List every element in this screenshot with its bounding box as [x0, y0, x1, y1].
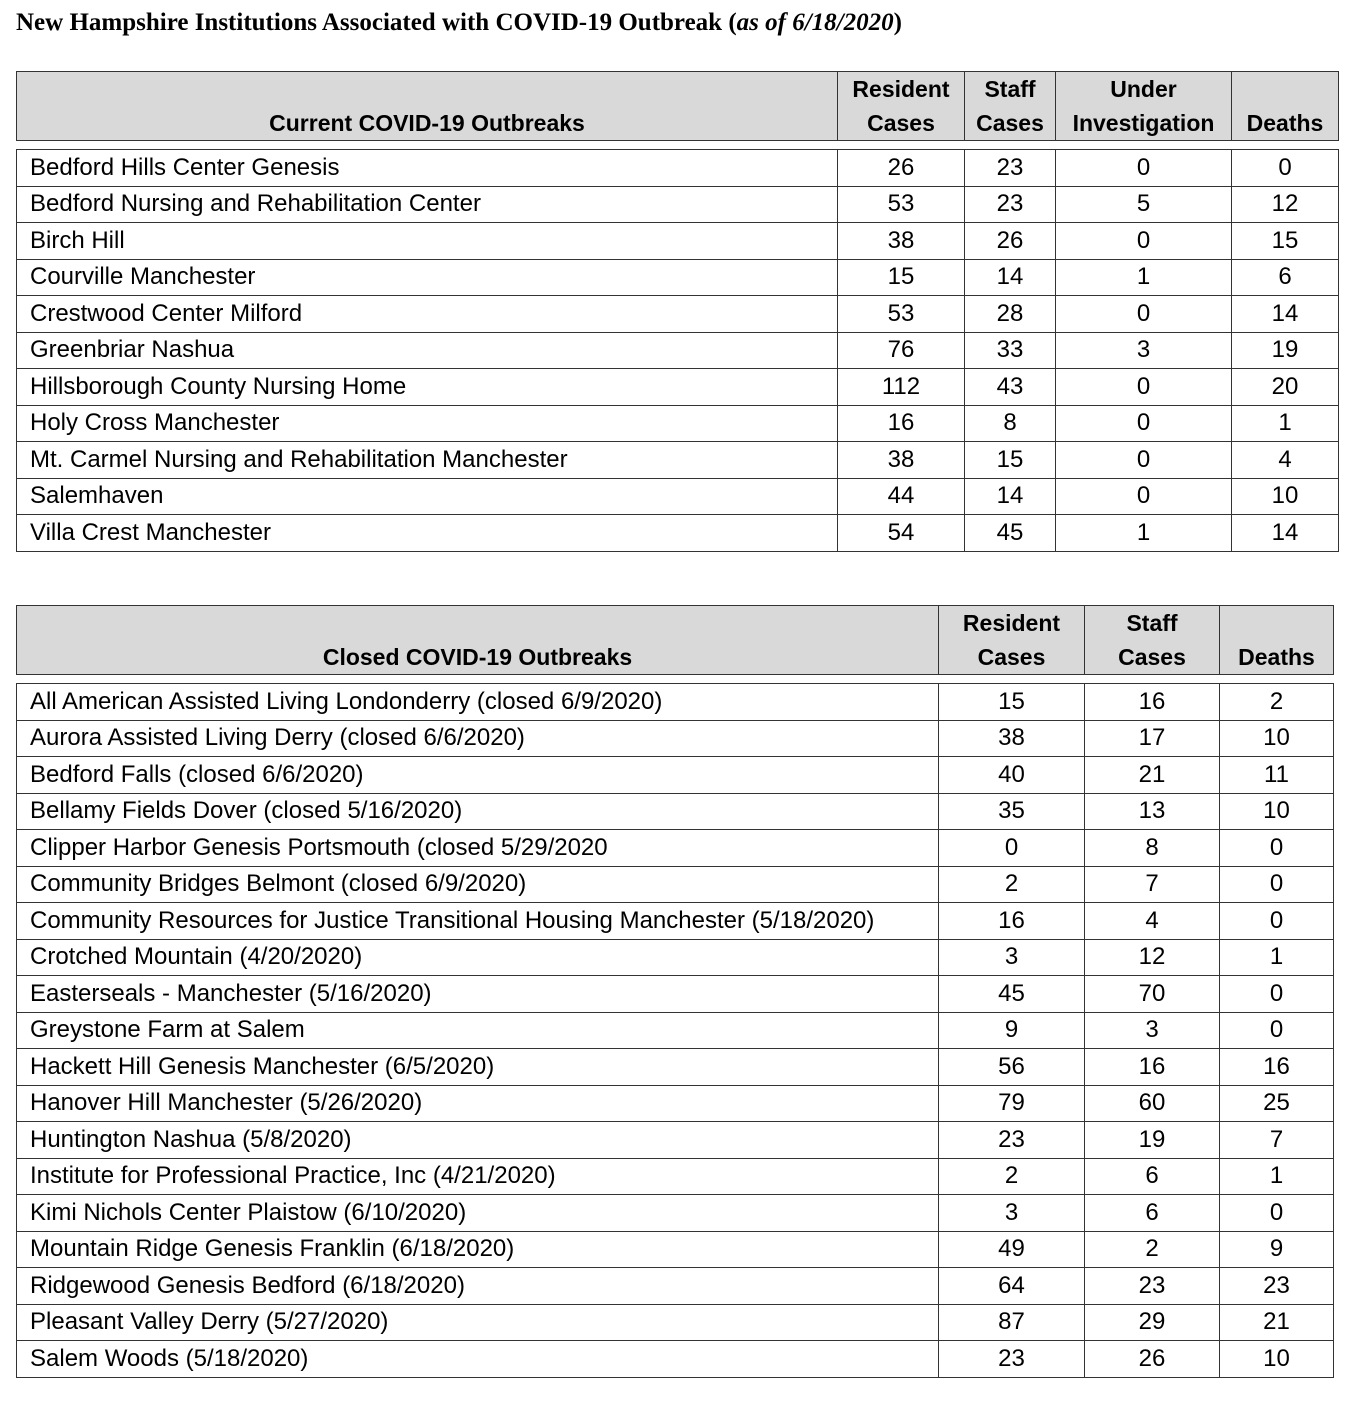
cell-staff: 23 [965, 150, 1056, 187]
table-row [17, 830, 1334, 867]
cell-name: Community Bridges Belmont (closed 6/9/2020) [17, 866, 939, 903]
cell-staff: 4 [1085, 903, 1220, 940]
cell-staff: 29 [1085, 1304, 1220, 1341]
cell-name: Courville Manchester [17, 259, 838, 296]
table-row [17, 793, 1334, 830]
table-row [17, 1122, 1334, 1159]
cell-resident: 44 [838, 478, 965, 515]
cell-deaths: 16 [1220, 1049, 1334, 1086]
cell-name: Birch Hill [17, 223, 838, 260]
cell-deaths: 10 [1220, 1341, 1334, 1378]
table-row [17, 369, 1339, 406]
cell-resident: 53 [838, 296, 965, 333]
closed-header-row [17, 606, 1334, 675]
cell-name: Kimi Nichols Center Plaistow (6/10/2020) [17, 1195, 939, 1232]
table-row [17, 442, 1339, 479]
table-row [17, 1268, 1334, 1305]
page-title-main: New Hampshire Institutions Associated with COVID-19 Outbreak ( [16, 9, 737, 36]
table-row [17, 757, 1334, 794]
cell-deaths: 4 [1232, 442, 1339, 479]
cell-name: Salem Woods (5/18/2020) [17, 1341, 939, 1378]
cell-staff: 14 [965, 259, 1056, 296]
table-row [17, 939, 1334, 976]
cell-under: 0 [1056, 223, 1232, 260]
cell-deaths: 15 [1232, 223, 1339, 260]
cell-name: Hillsborough County Nursing Home [17, 369, 838, 406]
cell-name: Aurora Assisted Living Derry (closed 6/6/2020) [17, 720, 939, 757]
page-title-date: as of 6/18/2020 [736, 9, 894, 36]
table-row [17, 1012, 1334, 1049]
closed-header-name: Closed COVID-19 Outbreaks [17, 606, 939, 675]
table-row [17, 332, 1339, 369]
cell-resident: 15 [939, 684, 1085, 721]
cell-resident: 49 [939, 1231, 1085, 1268]
cell-name: Bedford Nursing and Rehabilitation Center [17, 186, 838, 223]
cell-name: Ridgewood Genesis Bedford (6/18/2020) [17, 1268, 939, 1305]
cell-resident: 15 [838, 259, 965, 296]
cell-staff: 14 [965, 478, 1056, 515]
cell-staff: 26 [965, 223, 1056, 260]
table-row [17, 223, 1339, 260]
cell-deaths: 6 [1232, 259, 1339, 296]
cell-resident: 23 [939, 1341, 1085, 1378]
cell-resident: 64 [939, 1268, 1085, 1305]
cell-under: 3 [1056, 332, 1232, 369]
cell-resident: 2 [939, 866, 1085, 903]
closed-outbreaks-table [16, 605, 1334, 1378]
current-header-resident-cases: Resident Cases [838, 72, 965, 141]
cell-staff: 23 [965, 186, 1056, 223]
cell-name: Crestwood Center Milford [17, 296, 838, 333]
cell-staff: 70 [1085, 976, 1220, 1013]
table-row [17, 1158, 1334, 1195]
cell-resident: 76 [838, 332, 965, 369]
cell-staff: 43 [965, 369, 1056, 406]
page-title [16, 9, 902, 37]
cell-staff: 23 [1085, 1268, 1220, 1305]
closed-header-staff-cases: Staff Cases [1085, 606, 1220, 675]
cell-under: 0 [1056, 150, 1232, 187]
cell-resident: 38 [939, 720, 1085, 757]
cell-resident: 38 [838, 223, 965, 260]
cell-resident: 0 [939, 830, 1085, 867]
table-row [17, 1341, 1334, 1378]
cell-staff: 3 [1085, 1012, 1220, 1049]
cell-deaths: 19 [1232, 332, 1339, 369]
cell-deaths: 0 [1220, 1012, 1334, 1049]
cell-name: Hanover Hill Manchester (5/26/2020) [17, 1085, 939, 1122]
current-header-deaths: Deaths [1232, 72, 1339, 141]
cell-name: Greenbriar Nashua [17, 332, 838, 369]
cell-resident: 53 [838, 186, 965, 223]
cell-staff: 15 [965, 442, 1056, 479]
cell-staff: 33 [965, 332, 1056, 369]
cell-under: 0 [1056, 442, 1232, 479]
table-row [17, 186, 1339, 223]
cell-deaths: 14 [1232, 515, 1339, 552]
closed-table-body [17, 684, 1334, 1378]
table-row [17, 478, 1339, 515]
cell-staff: 45 [965, 515, 1056, 552]
cell-under: 1 [1056, 515, 1232, 552]
cell-deaths: 0 [1220, 830, 1334, 867]
cell-deaths: 21 [1220, 1304, 1334, 1341]
cell-staff: 21 [1085, 757, 1220, 794]
cell-resident: 56 [939, 1049, 1085, 1086]
cell-name: All American Assisted Living Londonderry (closed 6/9/2020) [17, 684, 939, 721]
cell-name: Clipper Harbor Genesis Portsmouth (closed 5/29/2020 [17, 830, 939, 867]
current-outbreaks-table [16, 71, 1339, 552]
table-row [17, 1231, 1334, 1268]
cell-deaths: 10 [1220, 793, 1334, 830]
cell-staff: 12 [1085, 939, 1220, 976]
cell-staff: 60 [1085, 1085, 1220, 1122]
cell-deaths: 14 [1232, 296, 1339, 333]
cell-resident: 35 [939, 793, 1085, 830]
cell-staff: 19 [1085, 1122, 1220, 1159]
cell-under: 0 [1056, 369, 1232, 406]
cell-name: Bedford Hills Center Genesis [17, 150, 838, 187]
cell-resident: 23 [939, 1122, 1085, 1159]
cell-deaths: 20 [1232, 369, 1339, 406]
cell-resident: 38 [838, 442, 965, 479]
cell-staff: 16 [1085, 684, 1220, 721]
cell-deaths: 10 [1232, 478, 1339, 515]
cell-under: 0 [1056, 478, 1232, 515]
cell-resident: 40 [939, 757, 1085, 794]
current-header-staff-cases: Staff Cases [965, 72, 1056, 141]
cell-staff: 8 [1085, 830, 1220, 867]
cell-name: Community Resources for Justice Transitional Housing Manchester (5/18/2020) [17, 903, 939, 940]
cell-resident: 3 [939, 1195, 1085, 1232]
cell-name: Hackett Hill Genesis Manchester (6/5/2020) [17, 1049, 939, 1086]
cell-deaths: 2 [1220, 684, 1334, 721]
cell-deaths: 0 [1232, 150, 1339, 187]
cell-deaths: 1 [1232, 405, 1339, 442]
cell-name: Villa Crest Manchester [17, 515, 838, 552]
cell-deaths: 0 [1220, 1195, 1334, 1232]
cell-staff: 28 [965, 296, 1056, 333]
closed-header-deaths: Deaths [1220, 606, 1334, 675]
table-row [17, 1085, 1334, 1122]
cell-name: Pleasant Valley Derry (5/27/2020) [17, 1304, 939, 1341]
cell-deaths: 23 [1220, 1268, 1334, 1305]
cell-under: 5 [1056, 186, 1232, 223]
cell-deaths: 12 [1232, 186, 1339, 223]
cell-name: Easterseals - Manchester (5/16/2020) [17, 976, 939, 1013]
cell-name: Bellamy Fields Dover (closed 5/16/2020) [17, 793, 939, 830]
page-title-close: ) [893, 9, 902, 36]
cell-resident: 16 [838, 405, 965, 442]
cell-staff: 17 [1085, 720, 1220, 757]
cell-under: 1 [1056, 259, 1232, 296]
cell-resident: 87 [939, 1304, 1085, 1341]
cell-deaths: 10 [1220, 720, 1334, 757]
table-row [17, 259, 1339, 296]
current-header-under-investigation: Under Investigation [1056, 72, 1232, 141]
cell-staff: 8 [965, 405, 1056, 442]
cell-staff: 6 [1085, 1158, 1220, 1195]
table-row [17, 866, 1334, 903]
cell-name: Crotched Mountain (4/20/2020) [17, 939, 939, 976]
closed-header-resident-cases: Resident Cases [939, 606, 1085, 675]
table-row [17, 684, 1334, 721]
cell-resident: 2 [939, 1158, 1085, 1195]
cell-resident: 45 [939, 976, 1085, 1013]
cell-deaths: 0 [1220, 976, 1334, 1013]
cell-name: Huntington Nashua (5/8/2020) [17, 1122, 939, 1159]
cell-staff: 16 [1085, 1049, 1220, 1086]
cell-deaths: 1 [1220, 939, 1334, 976]
cell-deaths: 9 [1220, 1231, 1334, 1268]
cell-deaths: 0 [1220, 903, 1334, 940]
cell-deaths: 1 [1220, 1158, 1334, 1195]
current-header-row [17, 72, 1339, 141]
cell-resident: 16 [939, 903, 1085, 940]
cell-resident: 9 [939, 1012, 1085, 1049]
cell-staff: 13 [1085, 793, 1220, 830]
cell-deaths: 25 [1220, 1085, 1334, 1122]
cell-deaths: 11 [1220, 757, 1334, 794]
cell-resident: 54 [838, 515, 965, 552]
current-table-body [17, 150, 1339, 552]
table-row [17, 1195, 1334, 1232]
cell-staff: 6 [1085, 1195, 1220, 1232]
cell-staff: 26 [1085, 1341, 1220, 1378]
cell-staff: 2 [1085, 1231, 1220, 1268]
cell-resident: 3 [939, 939, 1085, 976]
cell-name: Holy Cross Manchester [17, 405, 838, 442]
cell-name: Mt. Carmel Nursing and Rehabilitation Manchester [17, 442, 838, 479]
cell-staff: 7 [1085, 866, 1220, 903]
cell-under: 0 [1056, 296, 1232, 333]
current-header-name: Current COVID-19 Outbreaks [17, 72, 838, 141]
cell-deaths: 7 [1220, 1122, 1334, 1159]
table-row [17, 720, 1334, 757]
table-row [17, 1049, 1334, 1086]
table-row [17, 150, 1339, 187]
table-row [17, 1304, 1334, 1341]
table-row [17, 515, 1339, 552]
table-row [17, 296, 1339, 333]
table-row [17, 903, 1334, 940]
cell-resident: 26 [838, 150, 965, 187]
table-row [17, 976, 1334, 1013]
cell-name: Salemhaven [17, 478, 838, 515]
cell-resident: 112 [838, 369, 965, 406]
cell-resident: 79 [939, 1085, 1085, 1122]
cell-under: 0 [1056, 405, 1232, 442]
cell-name: Greystone Farm at Salem [17, 1012, 939, 1049]
cell-name: Mountain Ridge Genesis Franklin (6/18/2020) [17, 1231, 939, 1268]
cell-name: Bedford Falls (closed 6/6/2020) [17, 757, 939, 794]
cell-name: Institute for Professional Practice, Inc (4/21/2020) [17, 1158, 939, 1195]
cell-deaths: 0 [1220, 866, 1334, 903]
table-row [17, 405, 1339, 442]
